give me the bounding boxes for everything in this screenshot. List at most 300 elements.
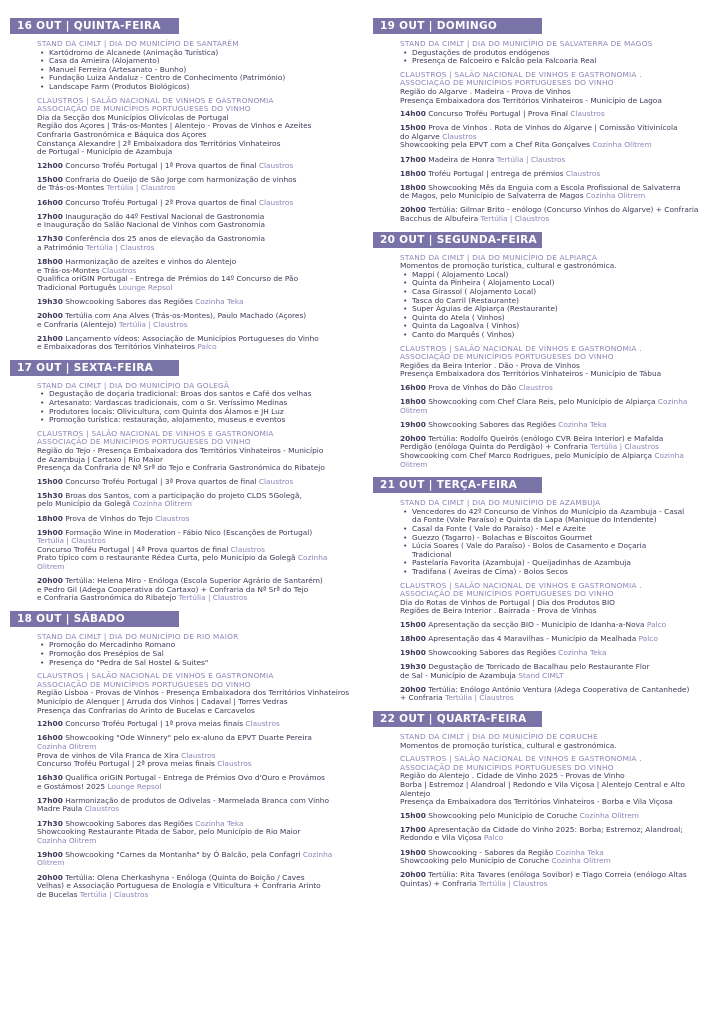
event-time: 20h00 xyxy=(37,576,63,586)
claustros-title: ASSOCIAÇÃO DE MUNICÍPIOS PORTUGUESES DO VINHO xyxy=(37,437,251,447)
event-location: Cozinha Olitrem xyxy=(132,499,192,509)
event-time: 12h00 xyxy=(37,719,63,729)
event-time: 17h00 xyxy=(37,795,63,805)
claustros-line: Região Lisboa - Provas de Vinhos - Presença Embaixadora dos Territórios Vinhateiros xyxy=(37,688,350,698)
stand-item xyxy=(412,542,713,559)
event xyxy=(373,663,713,680)
event-text: Prova de Vinhos do Dão xyxy=(428,382,519,392)
stand-list xyxy=(400,508,713,577)
claustros-section xyxy=(10,430,350,473)
event-text: Apresentação da Cidade do Vinho 2025: Borba; Estremoz; Alandroal; xyxy=(428,824,683,834)
claustros-line: de Azambuja | Cartaxo | Rio Maior xyxy=(37,454,163,464)
event xyxy=(10,851,350,868)
event-line xyxy=(400,110,713,119)
event-line xyxy=(37,837,350,846)
event-location: Claustros xyxy=(258,476,294,486)
event-time: 20h00 xyxy=(400,684,426,694)
event-location: Claustros xyxy=(217,759,252,769)
event-time: 12h00 xyxy=(37,160,63,170)
event-time: 16h00 xyxy=(37,197,63,207)
stand-intro: Momentos de promoção turística, cultural e gastronómica. xyxy=(400,740,617,750)
claustros-title: ASSOCIAÇÃO DE MUNICÍPIOS PORTUGUESES DO VINHO xyxy=(37,679,251,689)
event-location: Cozinha Olitrem xyxy=(37,849,333,868)
event-location: Tertúlia | Claustros xyxy=(445,693,514,703)
day-18 xyxy=(10,611,350,899)
event-location: Lounge Repsol xyxy=(107,781,162,791)
event-location: Palco xyxy=(483,833,504,843)
event-line xyxy=(37,343,350,352)
event xyxy=(373,184,713,201)
event-line xyxy=(37,184,350,193)
event-text: pelo Município da Golegã xyxy=(37,499,133,509)
event-text: Apresentação das 4 Maravilhas - Município da Mealhada xyxy=(428,633,639,643)
event-text: Degustação de Torricado de Bacalhau pelo Restaurante Flor xyxy=(428,662,650,672)
event-line xyxy=(37,199,350,208)
event-location: Cozinha Olitrem xyxy=(37,553,328,571)
event xyxy=(373,124,713,150)
event-location: Cozinha Teka xyxy=(558,419,607,429)
event-text: Concurso Troféu Portugal | 1ª Prova quartos de final xyxy=(65,160,259,170)
event-text: Showcooking Sabores das Regiões xyxy=(65,296,196,306)
event-text: Showcooking "Ode Winnery" pelo ex-aluno da EPVT Duarte Pereira xyxy=(65,733,312,743)
event-location: Cozinha Olitrem xyxy=(400,397,688,415)
event-location: Tertúlia | Claustros xyxy=(85,242,155,252)
stand-item-line: • Lúcia Soares ( Vale do Paraíso) - Bolos de Casamento e Doçaria xyxy=(412,541,647,551)
event-text: Prova de vinhos de Vila Franca de Xira xyxy=(37,750,182,760)
event-text: Showcooking Sabores das Regiões xyxy=(65,818,196,828)
claustros-section xyxy=(373,345,713,379)
event xyxy=(373,421,713,430)
event xyxy=(10,213,350,230)
claustros-section xyxy=(373,71,713,105)
stand-item: • Canto do Marquês ( Vinhos) xyxy=(412,331,713,340)
event-text: Tertúlia: Rita Tavares (enóloga Sovibor) e Tiago Correia (enólogo Altas xyxy=(428,870,687,880)
stand-item: • Mappi ( Alojamento Local) xyxy=(412,271,713,280)
claustros-title: CLAUSTROS | SALÃO NACIONAL DE VINHOS E GASTRONOMIA xyxy=(37,671,274,681)
event-time: 18h00 xyxy=(37,513,63,523)
event-time: 18h00 xyxy=(400,182,426,192)
event xyxy=(373,170,713,179)
event-time: 17h00 xyxy=(37,211,63,221)
event-text: Formação Wine in Moderation - Fábio Nico (Escanções de Portugal) xyxy=(65,527,313,537)
stand-item: • Quinta da Pinheira ( Alojamento Local) xyxy=(412,279,713,288)
event-text: Broas dos Santos, com a participação do projeto CLDS 5Golegã, xyxy=(65,490,302,500)
event-line xyxy=(400,672,713,681)
event-location: Palco xyxy=(638,633,658,643)
event-text: Showcooking pelo Município de Coruche xyxy=(400,856,552,866)
event-line xyxy=(37,244,350,253)
event-text: Showcooking Sabores das Regiões xyxy=(428,648,559,658)
event-text: Apresentação da secção BIO - Município de Idanha-a-Nova xyxy=(428,619,647,629)
left-column xyxy=(10,18,350,907)
event-time: 19h00 xyxy=(400,648,426,658)
event-line xyxy=(37,851,350,868)
event-location: Tertúlia | Claustros xyxy=(480,214,550,223)
claustros-line: Dia da Secção dos Municípios Olivícolas de Portugal xyxy=(37,112,229,122)
day-19 xyxy=(373,18,713,224)
claustros-line: Constança Alexandre | 2ª Embaixadora dos Territórios Vinhateiros xyxy=(37,138,281,148)
event-time: 19h00 xyxy=(400,847,426,857)
event-text: Perdigão (enóloga Quinta do Perdigão) + Confraria xyxy=(400,442,591,452)
stand-section xyxy=(373,499,713,576)
stand-item: • Presença do "Pedra de Sal Hostel & Suites" xyxy=(49,659,350,668)
event-location: Tertúlia | Claustros xyxy=(79,889,149,899)
stand-title: STAND DA CIMLT | DIA DO MUNICÍPIO DE AZAMBUJA xyxy=(400,498,601,508)
stand-item: • Tradifana ( Aveiras de Cima) - Bolos Secos xyxy=(412,568,713,577)
event-line xyxy=(400,649,713,658)
event xyxy=(10,298,350,307)
event-line xyxy=(400,141,713,150)
event-line xyxy=(400,452,713,469)
event-text: e Gostámos! 2025 xyxy=(37,781,108,791)
event-line xyxy=(37,298,350,307)
event-text: e Confraria (Alentejo) xyxy=(37,319,119,329)
event xyxy=(10,874,350,900)
event-time: 14h00 xyxy=(400,109,426,119)
event-line xyxy=(400,421,713,430)
event-time: 16h00 xyxy=(400,382,426,392)
event-line xyxy=(37,554,350,571)
event-line xyxy=(37,891,350,900)
claustros-line: Presença das Confrarias do Arinto de Bucelas e Carcavelos xyxy=(37,705,255,715)
claustros-title: CLAUSTROS | SALÃO NACIONAL DE VINHOS E GASTRONOMIA . xyxy=(400,580,642,590)
stand-title: STAND DA CIMLT | DIA DO MUNICÍPIO DE CORUCHE xyxy=(400,732,598,742)
day-17 xyxy=(10,360,350,603)
stand-item: • Casa da Amieira (Alojamento) xyxy=(49,57,350,66)
event-time: 18h00 xyxy=(400,633,426,643)
event xyxy=(10,720,350,729)
stand-title: STAND DA CIMLT | DIA DO MUNICÍPIO DA GOLEGÃ xyxy=(37,380,230,390)
event-text: Concurso Troféu Portugal | 4ª Prova quartos de final xyxy=(37,544,231,554)
day-header: 16 OUT | QUINTA-FEIRA xyxy=(10,18,179,34)
event-line xyxy=(37,594,350,603)
event-line xyxy=(400,834,713,843)
event-location: Tertúlia | Claustros xyxy=(496,154,566,164)
event-text: Harmonização de produtos de Odivelas - Marmelada Branca com Vinho xyxy=(65,795,330,805)
event xyxy=(10,162,350,171)
event-location: Cozinha Olitrem xyxy=(37,835,97,845)
event-text: Tertúlia: Gilmar Brito - enólogo (Concurso Vinhos do Algarve) + Confraria xyxy=(428,205,699,215)
event-location: Claustros xyxy=(258,160,294,170)
event-time: 18h00 xyxy=(400,168,426,178)
event xyxy=(373,686,713,703)
event-line xyxy=(37,500,350,509)
event xyxy=(10,734,350,768)
event-location: Cozinha Teka xyxy=(558,648,607,658)
event-location: Cozinha Teka xyxy=(195,296,244,306)
stand-item: • Guezzo (Tagarro) - Bolachas e Biscoitos Gourmet xyxy=(412,534,713,543)
claustros-section xyxy=(373,755,713,807)
event-text: de Bucelas xyxy=(37,889,80,899)
event xyxy=(10,515,350,524)
event-time: 20h00 xyxy=(400,870,426,880)
claustros-section xyxy=(10,97,350,157)
day-header: 22 OUT | QUARTA-FEIRA xyxy=(373,711,542,727)
event-text: Tertúlia: Helena Miro - Enóloga (Escola Superior Agrário de Santarém) xyxy=(65,576,323,586)
stand-item xyxy=(412,508,713,525)
event xyxy=(373,435,713,469)
event-time: 17h00 xyxy=(400,154,426,164)
event-location: Tertúlia | Claustros xyxy=(37,536,106,546)
event xyxy=(10,235,350,252)
event-text: e Pedro Gil (Adega Cooperativa do Cartaxo) + Confraria da Nª Srª do Tejo xyxy=(37,584,309,594)
event xyxy=(373,826,713,843)
event-location: Claustros xyxy=(181,750,216,760)
event-text: Concurso Troféu Portugal | Prova Final xyxy=(428,109,571,119)
event-line xyxy=(37,760,350,769)
event-time: 18h00 xyxy=(37,256,63,266)
claustros-section xyxy=(373,582,713,616)
event-text: Showcooking - Sabores da Região xyxy=(428,847,556,857)
event-location: Stand CIMLT xyxy=(518,670,564,680)
event-time: 20h00 xyxy=(400,205,426,215)
event-location: Cozinha Olitrem xyxy=(551,856,611,866)
claustros-title: ASSOCIAÇÃO DE MUNICÍPIOS PORTUGUESES DO VINHO xyxy=(37,104,251,114)
stand-item: • Promoção do Mercadinho Romano xyxy=(49,641,350,650)
event-text: e Trás-os-Montes xyxy=(37,265,102,275)
event-line xyxy=(400,635,713,644)
event-line xyxy=(400,857,713,866)
day-22 xyxy=(373,711,713,888)
stand-item-line: • Vencedores do 42º Concurso de Vinhos do Município da Azambuja - Casal xyxy=(412,506,685,516)
event-line xyxy=(400,192,713,201)
claustros-line: Região do Alentejo . Cidade de Vinho 2025 - Provas de Vinho xyxy=(400,771,625,781)
stand-item: • Super Águias de Alpiarça (Restaurante) xyxy=(412,305,713,314)
event-time: 20h00 xyxy=(37,310,63,320)
event-text: Inauguração do 44º Festival Nacional de Gastronomia xyxy=(65,211,265,221)
event-time: 15h00 xyxy=(400,619,426,629)
event-line xyxy=(37,221,350,230)
stand-item-line: da Fonte (Vale Paraíso) e Quinta da Lapa (Manique do Intendente) xyxy=(412,515,657,525)
event xyxy=(10,176,350,193)
event-time: 15h00 xyxy=(400,810,426,820)
event-time: 15h00 xyxy=(400,123,426,133)
event-text: Tertúlia: Rodolfo Queirós (enólogo CVR Beira Interior) e Mafalda xyxy=(428,433,664,443)
event-text: Harmonização de azeites e vinhos do Alentejo xyxy=(65,256,237,266)
event xyxy=(373,812,713,821)
event-line xyxy=(37,783,350,792)
event-text: Concurso Troféu Portugal | 3ª Prova quartos de final xyxy=(65,476,259,486)
stand-title: STAND DA CIMLT | DIA DO MUNICÍPIO DE RIO MAIOR xyxy=(37,631,239,641)
claustros-line: Região dos Açores | Trás-os-Montes | Alentejo - Provas de Vinhos e Azeites xyxy=(37,121,312,131)
event xyxy=(373,110,713,119)
event xyxy=(373,871,713,888)
event-location: Cozinha Teka xyxy=(555,847,604,857)
stand-section xyxy=(373,40,713,66)
stand-title: STAND DA CIMLT | DIA DO MUNICÍPIO DE ALPIARÇA xyxy=(400,252,598,262)
event-time: 19h00 xyxy=(37,527,63,537)
event-text: Showcooking Restaurante Pitada de Sabor, pelo Município de Rio Maior xyxy=(37,827,301,837)
stand-item: • Quinta do Atela ( Vinhos) xyxy=(412,314,713,323)
day-header: 17 OUT | SEXTA-FEIRA xyxy=(10,360,179,376)
event-text: a Património xyxy=(37,242,86,252)
claustros-title: ASSOCIAÇÃO DE MUNICÍPIOS PORTUGUESES DO VINHO xyxy=(400,78,614,88)
claustros-line: de Portugal - Município de Azambuja xyxy=(37,147,173,157)
event-line xyxy=(400,880,713,889)
event-location: Cozinha Olitrem xyxy=(585,191,646,201)
event xyxy=(373,635,713,644)
claustros-line: Borba | Estremoz | Alandroal | Redondo e Vila Viçosa | Alentejo Central e Alto Alentejo xyxy=(400,780,685,798)
stand-title: STAND DA CIMLT | DIA DO MUNICÍPIO DE SALVATERRA DE MAGOS xyxy=(400,39,653,48)
stand-section xyxy=(373,254,713,340)
event-time: 16h30 xyxy=(37,773,63,783)
event-text: de Magos, pelo Município de Salvaterra de Magos xyxy=(400,191,586,201)
claustros-title: ASSOCIAÇÃO DE MUNICÍPIOS PORTUGUESES DO VINHO xyxy=(400,352,614,362)
event-location: Tertúlia | Claustros xyxy=(118,319,188,329)
claustros-line: Região do Algarve . Madeira - Prova de Vinhos xyxy=(400,86,571,96)
event-time: 19h30 xyxy=(37,296,63,306)
event xyxy=(10,199,350,208)
stand-title: STAND DA CIMLT | DIA DO MUNICÍPIO DE SANTARÉM xyxy=(37,39,239,48)
stand-item: • Pastelaria Favorita (Azambuja) - Queijadinhas de Azambuja xyxy=(412,559,713,568)
stand-item: • Kartódromo de Alcanede (Animação Turística) xyxy=(49,49,350,58)
event-text: e Inauguração do Salão Nacional de Vinhos com Gastronomia xyxy=(37,220,266,230)
stand-item: • Tasca do Carril (Restaurante) xyxy=(412,297,713,306)
event xyxy=(10,258,350,292)
stand-list xyxy=(37,49,350,92)
event xyxy=(373,384,713,393)
claustros-section xyxy=(10,672,350,715)
stand-item-line: Tradicional xyxy=(412,549,452,559)
claustros-line: Presença Embaixadora dos Territórios Vinhateiros - Município de Tábua xyxy=(400,369,662,379)
event xyxy=(373,849,713,866)
event-text: Tertúlia: Enólogo António Ventura (Adega Cooperativa de Cantanhede) xyxy=(428,684,690,694)
claustros-line: Regiões da Beira Interior . Dão - Prova de Vinhos xyxy=(400,360,580,370)
event-location: Claustros xyxy=(565,168,601,178)
event xyxy=(10,820,350,846)
stand-list xyxy=(37,390,350,424)
event-location: Tertúlia | Claustros xyxy=(178,593,248,603)
event xyxy=(10,577,350,603)
claustros-title: ASSOCIAÇÃO DE MUNICÍPIOS PORTUGUESES DO VINHO xyxy=(400,762,614,772)
day-21 xyxy=(373,477,713,703)
day-header: 21 OUT | TERÇA-FEIRA xyxy=(373,477,542,493)
event-text: Velhas) e Associação Portuguesa de Enologia e Viticultura + Confraria Arinto xyxy=(37,881,321,891)
event-location: Claustros xyxy=(570,109,605,119)
event-text: Conferência dos 25 anos de elevação da Gastronomia xyxy=(65,234,265,244)
event-line xyxy=(37,284,350,293)
stand-item: • Casa Girassol ( Alojamento Local) xyxy=(412,288,713,297)
event-time: 19h30 xyxy=(400,662,426,672)
event xyxy=(373,649,713,658)
event-location: Cozinha Olitrem xyxy=(579,810,639,820)
event xyxy=(10,797,350,814)
event-location: Claustros xyxy=(518,382,553,392)
event-line xyxy=(400,398,713,415)
event-time: 16h00 xyxy=(37,733,63,743)
event-location: Claustros xyxy=(245,719,280,729)
event-time: 17h30 xyxy=(37,234,63,244)
stand-item: • Manuel Ferreira (Artesanato - Bunho) xyxy=(49,66,350,75)
event xyxy=(10,335,350,352)
event-text: Prova de Vinhos . Rota de Vinhos do Algarve | Comissão Vitivinícola xyxy=(428,123,678,133)
event-text: Confraria do Queijo de São Jorge com harmonização de vinhos xyxy=(65,174,297,184)
stand-list xyxy=(37,641,350,667)
event-location: Cozinha Olitrem xyxy=(37,741,97,751)
claustros-line: Município de Alenquer | Arruda dos Vinhos | Cadaval | Torres Vedras xyxy=(37,697,288,707)
event-text: de Sal - Município de Azambuja xyxy=(400,670,519,680)
claustros-title: CLAUSTROS | SALÃO NACIONAL DE VINHOS E GASTRONOMIA . xyxy=(400,69,642,79)
event-line xyxy=(37,515,350,524)
event-time: 18h00 xyxy=(400,397,426,406)
claustros-line: Confraria Gastronómica e Báquica dos Açores xyxy=(37,129,207,139)
claustros-line: Presença da Embaixadora dos Territórios Vinhateiros - Borba e Vila Viçosa xyxy=(400,797,673,807)
claustros-title: ASSOCIAÇÃO DE MUNICÍPIOS PORTUGUESES DO VINHO xyxy=(400,589,614,599)
event-text: Tertúlia: Olena Cherkashyna - Enóloga (Quinta do Boição / Caves xyxy=(65,872,305,882)
stand-item: • Promoção dos Presépios de Sal xyxy=(49,650,350,659)
event-text: Tradicional Português xyxy=(37,282,119,292)
event xyxy=(10,478,350,487)
stand-list xyxy=(400,271,713,340)
event-location: Claustros xyxy=(258,197,294,207)
event-text: Madre Paula xyxy=(37,804,85,814)
stand-item: • Produtores locais: Olivicultura, com Quinta dos Álamos e JH Luz xyxy=(49,408,350,417)
day-header: 19 OUT | DOMINGO xyxy=(373,18,542,34)
stand-item: • Degustações de produtos endógenos xyxy=(412,49,713,58)
event-line xyxy=(400,694,713,703)
stand-section xyxy=(373,733,713,750)
event-line xyxy=(37,805,350,814)
event-text: Prato típico com o restaurante Rédea Curta, pelo Município da Golegã xyxy=(37,553,298,563)
event-location: Cozinha Olitrem xyxy=(592,140,652,150)
claustros-title: CLAUSTROS | SALÃO NACIONAL DE VINHOS E GASTRONOMIA xyxy=(37,428,274,438)
event-line xyxy=(37,162,350,171)
event-line xyxy=(400,621,713,630)
event-text: Lançamento vídeos: Associação de Municípios Portugueses do Vinho xyxy=(65,333,319,343)
event xyxy=(373,206,713,223)
day-header: 18 OUT | SÁBADO xyxy=(10,611,179,627)
claustros-line: Dia do Rotas de Vinhos de Portugal | Dia dos Produtos BIO xyxy=(400,597,615,607)
event-location: Claustros xyxy=(442,131,477,141)
stand-section xyxy=(10,382,350,425)
event-line xyxy=(400,156,713,165)
stand-list xyxy=(400,49,713,66)
stand-item: • Fundação Luiza Andaluz - Centro de Conhecimento (Património) xyxy=(49,74,350,83)
event-text: + Confraria xyxy=(400,693,446,703)
event-text: Showcooking pelo Município de Coruche xyxy=(428,810,580,820)
event xyxy=(373,398,713,415)
event-text: Concurso Troféu Portugal | 2ª Prova quartos de final xyxy=(65,197,259,207)
event-text: Qualifica oriGIN Portugal - Entrega de Prémios Ovo d'Ouro e Provámos xyxy=(65,773,325,783)
day-header: 20 OUT | SEGUNDA-FEIRA xyxy=(373,232,542,248)
event-location: Tertúlia | Claustros xyxy=(590,442,659,452)
event-line xyxy=(37,720,350,729)
event-line xyxy=(37,321,350,330)
stand-section xyxy=(10,633,350,667)
event-text: Troféu Portugal | entrega de prémios xyxy=(428,168,566,178)
event-time: 15h30 xyxy=(37,490,63,500)
event-line xyxy=(400,215,713,224)
claustros-line: Presença Embaixadora dos Territórios Vinhateiros - Município de Lagoa xyxy=(400,95,662,105)
claustros-line: Região do Tejo - Presença Embaixadora dos Territórios Vinhateiros - Município xyxy=(37,445,324,455)
event-time: 15h00 xyxy=(37,174,63,184)
stand-item: • Landscape Farm (Produtos Biológicos) xyxy=(49,83,350,92)
event xyxy=(373,621,713,630)
event-time: 19h00 xyxy=(400,419,426,429)
event-location: Palco xyxy=(646,619,667,629)
event-location: Palco xyxy=(197,342,217,352)
event-text: Concurso Troféu Portugal | 2ª prova meias finais xyxy=(37,759,218,769)
right-column xyxy=(373,18,713,896)
event-time: 15h00 xyxy=(37,476,63,486)
claustros-title: CLAUSTROS | SALÃO NACIONAL DE VINHOS E GASTRONOMIA . xyxy=(400,343,642,353)
event-text: Concurso Troféu Portugal | 1ª prova meias finais xyxy=(65,719,246,729)
event-text: e Embaixadoras dos Territórios Vinhateiros xyxy=(37,342,198,352)
event-line xyxy=(400,170,713,179)
stand-intro: Momentos de promoção turística, cultural e gastronómica. xyxy=(400,261,617,271)
stand-item: • Presença de Falcoeiro e Falcão pela Falcoaria Real xyxy=(412,57,713,66)
event-text: Qualifica oriGIN Portugal - Entrega de Prémios do 14º Concurso de Pão xyxy=(37,274,299,284)
